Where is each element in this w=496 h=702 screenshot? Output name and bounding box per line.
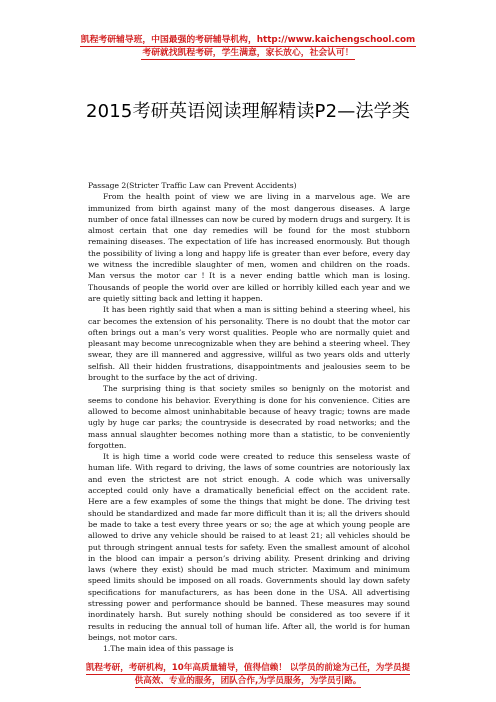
passage-subtitle: Passage 2(Stricter Traffic Law can Prevent Accidents) xyxy=(88,181,297,190)
question-1: 1.The main idea of this passage is xyxy=(103,644,234,654)
footer-line-2: 供高效、专业的服务，团队合作,为学员服务，为学员引路。 xyxy=(134,676,362,686)
page-header xyxy=(0,34,496,60)
page-title: 2015考研英语阅读理解精读P2—法学类 xyxy=(85,101,411,122)
header-line-1: 凯程考研辅导班，中国最强的考研辅导机构，http://www.kaichengschool.com xyxy=(80,35,416,45)
footer-line-1: 凯程考研，考研机构，10年高质量辅导，值得信赖！ 以学员的前途为己任，为学员提 xyxy=(85,663,411,673)
passage-paragraph-3: The surprising thing is that society smiles so benignly on the motorist and seems to condone his behavior. Everything is done for his convenience. Cities are allowed to become almost uninhabitable because of heavy tragic; towns are made ugly by huge car parks; the countryside is desecrated by road networks; and the mass annual slaughter becomes nothing more than a statistic, to be conveniently forgotten. xyxy=(88,384,410,450)
page-footer xyxy=(0,662,496,688)
header-line-2: 考研就找凯程考研，学生满意，家长放心，社会认可！ xyxy=(142,48,354,58)
passage-paragraph-1: From the health point of view we are living in a marvelous age. We are immunized from birth against many of the most dangerous diseases. A large number of once fatal illnesses can now be cured by modern drugs and surgery. It is almost certain that one day remedies will be found for the most stubborn remaining diseases. The expectation of life has increased enormously. But though the possibility of living a long and happy life is greater than ever before, every day we witness the incredible slaughter of men, women and children on the roads. Man versus the motor car ! It is a never ending battle which man is losing. Thousands of people the world over are killed or horribly killed each year and we are quietly sitting back and letting it happen. xyxy=(88,192,410,303)
passage-body xyxy=(88,180,410,654)
passage-paragraph-4: It is high time a world code were created to reduce this senseless waste of human life. With regard to driving, the laws of some countries are notoriously lax and even the strictest are not strict enough. A code which was universally accepted could only have a dramatically beneficial effect on the accident rate. Here are a few examples of some the things that might be done. The driving test should be standardized and made far more difficult than it is; all the drivers should be made to take a test every three years or so; the age at which young people are allowed to drive any vehicle should be raised to at least 21; all vehicles should be put through stringent annual tests for safety. Even the smallest amount of alcohol in the blood can impair a person’s driving ability. Present drinking and driving laws (where they exist) should be mad much stricter. Maximum and minimum speed limits should be imposed on all roads. Governments should lay down safety specifications for manufacturers, as has been done in the USA. All advertising stressing power and performance should be banned. These measures may sound inordinately harsh. But surely nothing should be considered as too severe if it results in reducing the annual toll of human life. After all, the world is for human beings, not motor cars. xyxy=(88,452,410,642)
passage-paragraph-2: It has been rightly said that when a man is sitting behind a steering wheel, his car becomes the extension of his personality. There is no doubt that the motor car often brings out a man’s very worst qualities. People who are normally quiet and pleasant may become unrecognizable when they are behind a steering wheel. They swear, they are ill mannered and aggressive, willful as two years olds and utterly selfish. All their hidden frustrations, disappointments and jealousies seem to be brought to the surface by the act of driving. xyxy=(88,305,410,383)
